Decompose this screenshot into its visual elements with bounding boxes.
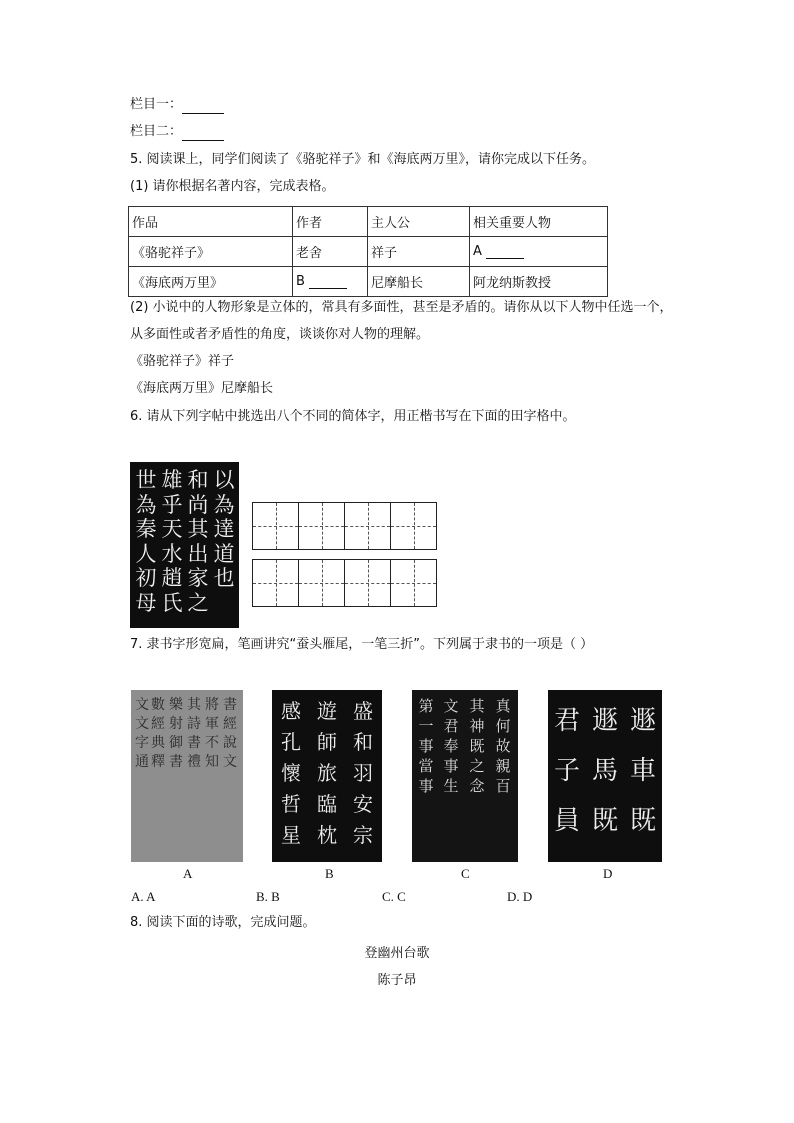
answer-b-blank[interactable] <box>309 274 347 289</box>
sample-d-column: 遯 車 既 <box>629 706 656 836</box>
q6-stem: 6. 请从下列字帖中挑选出八个不同的简体字，用正楷书写在下面的田字格中。 <box>130 409 576 424</box>
sample-c-column: 文 君 奉 事 生 <box>443 697 459 795</box>
lanmu-2-blank[interactable] <box>182 126 224 141</box>
answer-a-blank[interactable] <box>486 244 524 259</box>
table-header-cell: 作者 <box>293 207 368 237</box>
lanmu-2-line <box>130 123 224 141</box>
table-cell-answer-a <box>470 237 608 267</box>
q5-choice-nemo: 《海底两万里》尼摩船长 <box>130 381 274 396</box>
poem-author: 陈子昂 <box>377 973 417 988</box>
calligraphy-column: 以 為 達 道 也 <box>213 468 235 590</box>
poem-title: 登幽州台歌 <box>364 946 430 961</box>
q8-stem: 8. 阅读下面的诗歌，完成问题。 <box>130 915 316 930</box>
sample-a-column: 書 經 說 文 <box>223 697 237 770</box>
table-cell: 尼摩船长 <box>368 267 470 297</box>
calligraphy-column: 和 尚 其 出 家 之 <box>187 468 209 615</box>
sample-d-caption: D <box>603 866 613 881</box>
lanmu-2-label: 栏目二： <box>130 124 183 139</box>
tianzi-cell[interactable] <box>345 503 391 549</box>
table-row <box>129 237 608 267</box>
tianzi-grid-row-2 <box>252 559 437 607</box>
answer-a-label: A <box>473 244 482 259</box>
sample-d-column: 君 子 員 <box>553 706 580 836</box>
script-sample-b-image <box>272 690 382 862</box>
works-table <box>128 206 608 297</box>
sample-a-column: 將 軍 不 知 <box>205 697 219 770</box>
answer-b-label: B <box>296 274 305 289</box>
script-sample-d-image <box>548 690 662 862</box>
sample-a-column: 文 文 字 通 <box>135 697 149 770</box>
sample-c-column: 真 何 故 親 百 <box>495 697 511 795</box>
tianzi-cell[interactable] <box>391 503 436 549</box>
sample-d-column: 遯 馬 既 <box>591 706 618 836</box>
script-sample-a-image <box>131 690 243 862</box>
option-a[interactable]: A. A <box>131 889 156 904</box>
tianzi-cell[interactable] <box>299 503 345 549</box>
sample-b-column: 感 孔 懷 哲 星 <box>281 699 301 847</box>
sample-b-column: 盛 和 羽 安 宗 <box>353 699 373 847</box>
script-sample-c-image <box>412 690 518 862</box>
sample-b-caption: B <box>325 866 334 881</box>
table-header-cell: 主人公 <box>368 207 470 237</box>
table-row <box>129 267 608 297</box>
sample-c-caption: C <box>461 866 470 881</box>
table-header-row <box>129 207 608 237</box>
q5-sub1: (1) 请你根据名著内容，完成表格。 <box>130 179 335 194</box>
tianzi-grid-row-1 <box>252 502 437 550</box>
table-cell-answer-b <box>293 267 368 297</box>
sample-a-column: 其 詩 書 禮 <box>187 697 201 770</box>
lanmu-1-blank[interactable] <box>182 99 224 114</box>
option-c[interactable]: C. C <box>382 889 406 904</box>
table-cell: 祥子 <box>368 237 470 267</box>
calligraphy-column: 雄 乎 天 水 趙 氏 <box>161 468 183 615</box>
option-b[interactable]: B. B <box>256 889 280 904</box>
q5-choice-xiangzi: 《骆驼祥子》祥子 <box>130 354 235 369</box>
sample-a-column: 樂 射 御 書 <box>169 697 183 770</box>
option-d[interactable]: D. D <box>507 889 533 904</box>
tianzi-cell[interactable] <box>253 503 299 549</box>
table-header-cell: 相关重要人物 <box>470 207 608 237</box>
lanmu-1-label: 栏目一： <box>130 97 183 112</box>
tianzi-cell[interactable] <box>391 560 436 606</box>
table-cell: 老舍 <box>293 237 368 267</box>
sample-c-column: 其 神 既 之 念 <box>469 697 485 795</box>
q5-sub2-line1: (2) 小说中的人物形象是立体的，常具有多面性，甚至是矛盾的。请你从以下人物中任选一个， <box>130 300 673 315</box>
sample-a-caption: A <box>183 866 193 881</box>
calligraphy-copybook-image <box>130 462 239 628</box>
table-cell: 阿龙纳斯教授 <box>470 267 608 297</box>
tianzi-cell[interactable] <box>345 560 391 606</box>
lanmu-1-line <box>130 96 224 114</box>
tianzi-cell[interactable] <box>299 560 345 606</box>
q5-sub2-line2: 从多面性或者矛盾性的角度，谈谈你对人物的理解。 <box>130 327 430 342</box>
q5-stem: 5. 阅读课上，同学们阅读了《骆驼祥子》和《海底两万里》，请你完成以下任务。 <box>130 152 596 167</box>
sample-b-column: 遊 師 旅 臨 枕 <box>317 699 337 847</box>
q7-stem: 7. 隶书字形宽扁，笔画讲究“蚕头雁尾，一笔三折”。下列属于隶书的一项是（ ） <box>130 637 594 652</box>
table-cell: 《骆驼祥子》 <box>129 237 293 267</box>
sample-c-column: 第 一 事 當 事 <box>418 697 434 795</box>
table-header-cell: 作品 <box>129 207 293 237</box>
table-cell: 《海底两万里》 <box>129 267 293 297</box>
calligraphy-column: 世 為 秦 人 初 母 <box>135 468 157 615</box>
tianzi-cell[interactable] <box>253 560 299 606</box>
sample-a-column: 數 經 典 釋 <box>151 697 165 770</box>
